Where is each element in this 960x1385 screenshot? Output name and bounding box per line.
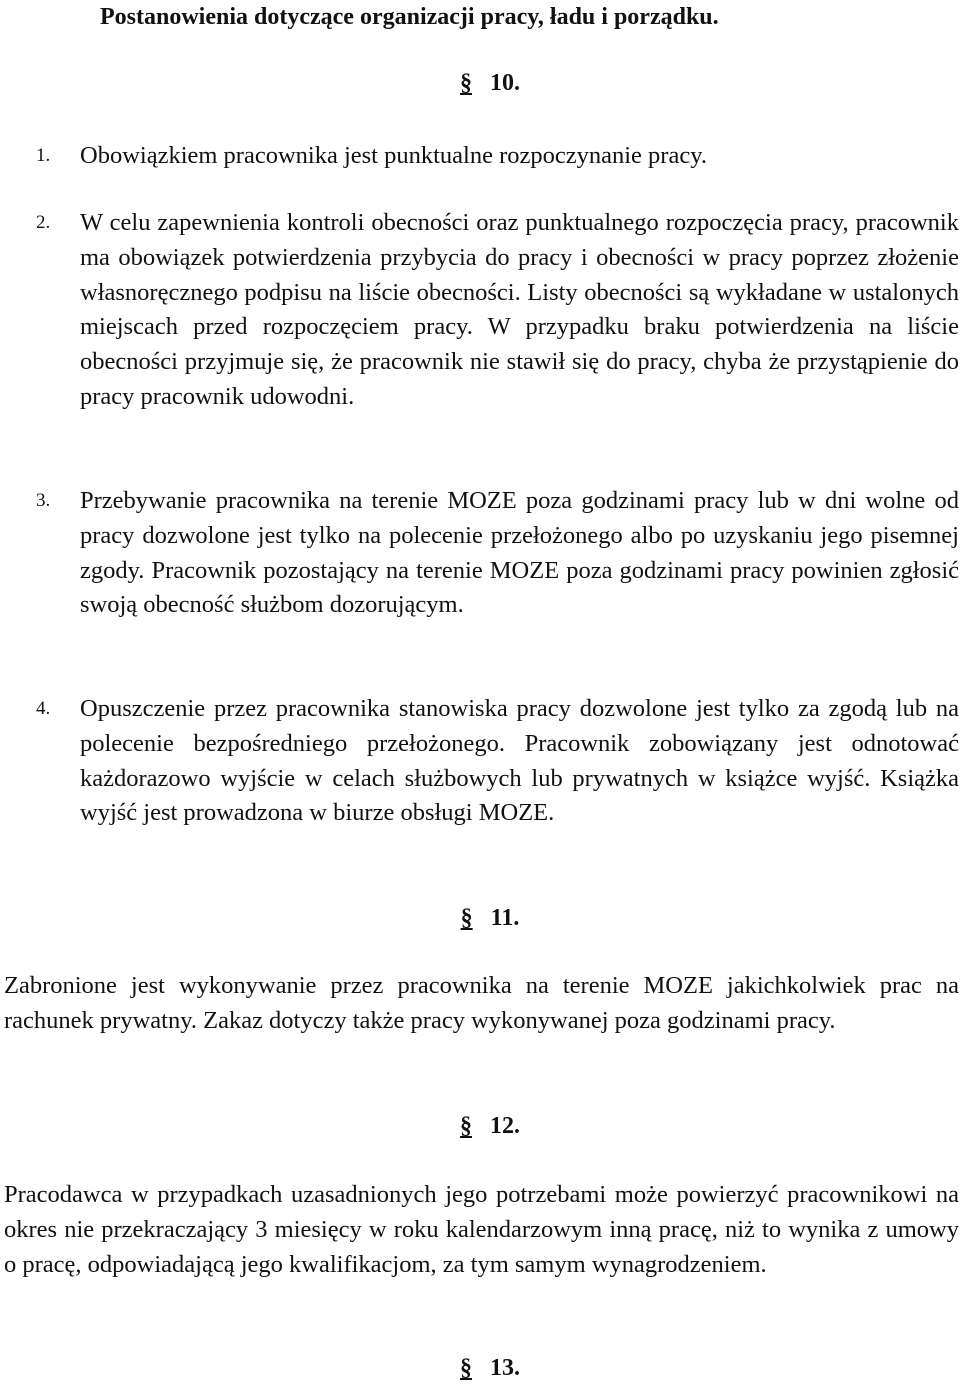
section-paragraph: Zabronione jest wykonywanie przez pracownika na terenie MOZE jakichkolwiek prac na rachunek prywatny. Zakaz dotyczy także pracy wykonywanej poza godzinami pracy.: [4, 972, 959, 1034]
list-item: [36, 692, 959, 831]
list-item-number: 1.: [36, 145, 51, 166]
section-sign-icon: §: [460, 1113, 472, 1139]
list-item: [36, 484, 959, 623]
list-item: [36, 139, 959, 174]
section-heading-inner: [440, 1111, 520, 1141]
section-sign-icon: §: [460, 70, 472, 96]
document-heading: Postanowienia dotyczące organizacji pracy, ładu i porządku.: [100, 4, 719, 30]
list-item-number: 3.: [36, 490, 51, 511]
section-heading-12: [0, 1111, 960, 1141]
section-heading-inner: [441, 903, 520, 933]
list-item-text: W celu zapewnienia kontroli obecności oraz punktualnego rozpoczęcia pracy, pracownik ma obowiązek potwierdzenia przybycia do pracy i obecności w pracy poprzez złożenie własnoręcznego podpisu na liście obecności. Listy obecności są wykładane w ustalonych miejscach przed rozpoczęciem pracy. W przypadku braku potwierdzenia na liście obecności przyjmuje się, że pracownik nie stawił się do pracy, chyba że przystąpienie do pracy pracownik udowodni.: [80, 209, 959, 410]
section-paragraph: Pracodawca w przypadkach uzasadnionych jego potrzebami może powierzyć pracownikowi na okres nie przekraczający 3 miesięcy w roku kalendarzowym inną pracę, niż to wynika z umowy o pracę, odpowiadającą jego kwalifikacjom, za tym samym wynagrodzeniem.: [4, 1181, 959, 1278]
section-heading-inner: [440, 1353, 520, 1383]
list-item-text: Obowiązkiem pracownika jest punktualne rozpoczynanie pracy.: [80, 142, 707, 169]
list-item-number: 4.: [36, 698, 51, 719]
list-item-number: 2.: [36, 212, 51, 233]
section-heading-inner: [440, 68, 520, 98]
list-item: [36, 206, 959, 415]
section-number: 11.: [490, 905, 520, 931]
section-sign-icon: §: [460, 905, 473, 931]
section-heading-13: [0, 1353, 960, 1383]
list-item-text: Przebywanie pracownika na terenie MOZE poza godzinami pracy lub w dni wolne od pracy dozwolone jest tylko na polecenie przełożonego albo po uzyskaniu jego pisemnej zgody. Pracownik pozostający na terenie MOZE poza godzinami pracy powinien zgłosić swoją obecność służbom dozorującym.: [80, 487, 959, 619]
section-heading-11: [0, 903, 960, 933]
section-heading-10: [0, 68, 960, 98]
section-number: 12.: [490, 1113, 520, 1139]
section-sign-icon: §: [460, 1355, 472, 1381]
section-number: 10.: [490, 70, 520, 96]
list-item-text: Opuszczenie przez pracownika stanowiska pracy dozwolone jest tylko za zgodą lub na polecenie bezpośredniego przełożonego. Pracownik zobowiązany jest odnotować każdorazowo wyjście w celach służbowych lub prywatnych w książce wyjść. Książka wyjść jest prowadzona w biurze obsługi MOZE.: [80, 695, 959, 827]
section-number: 13.: [490, 1355, 520, 1381]
